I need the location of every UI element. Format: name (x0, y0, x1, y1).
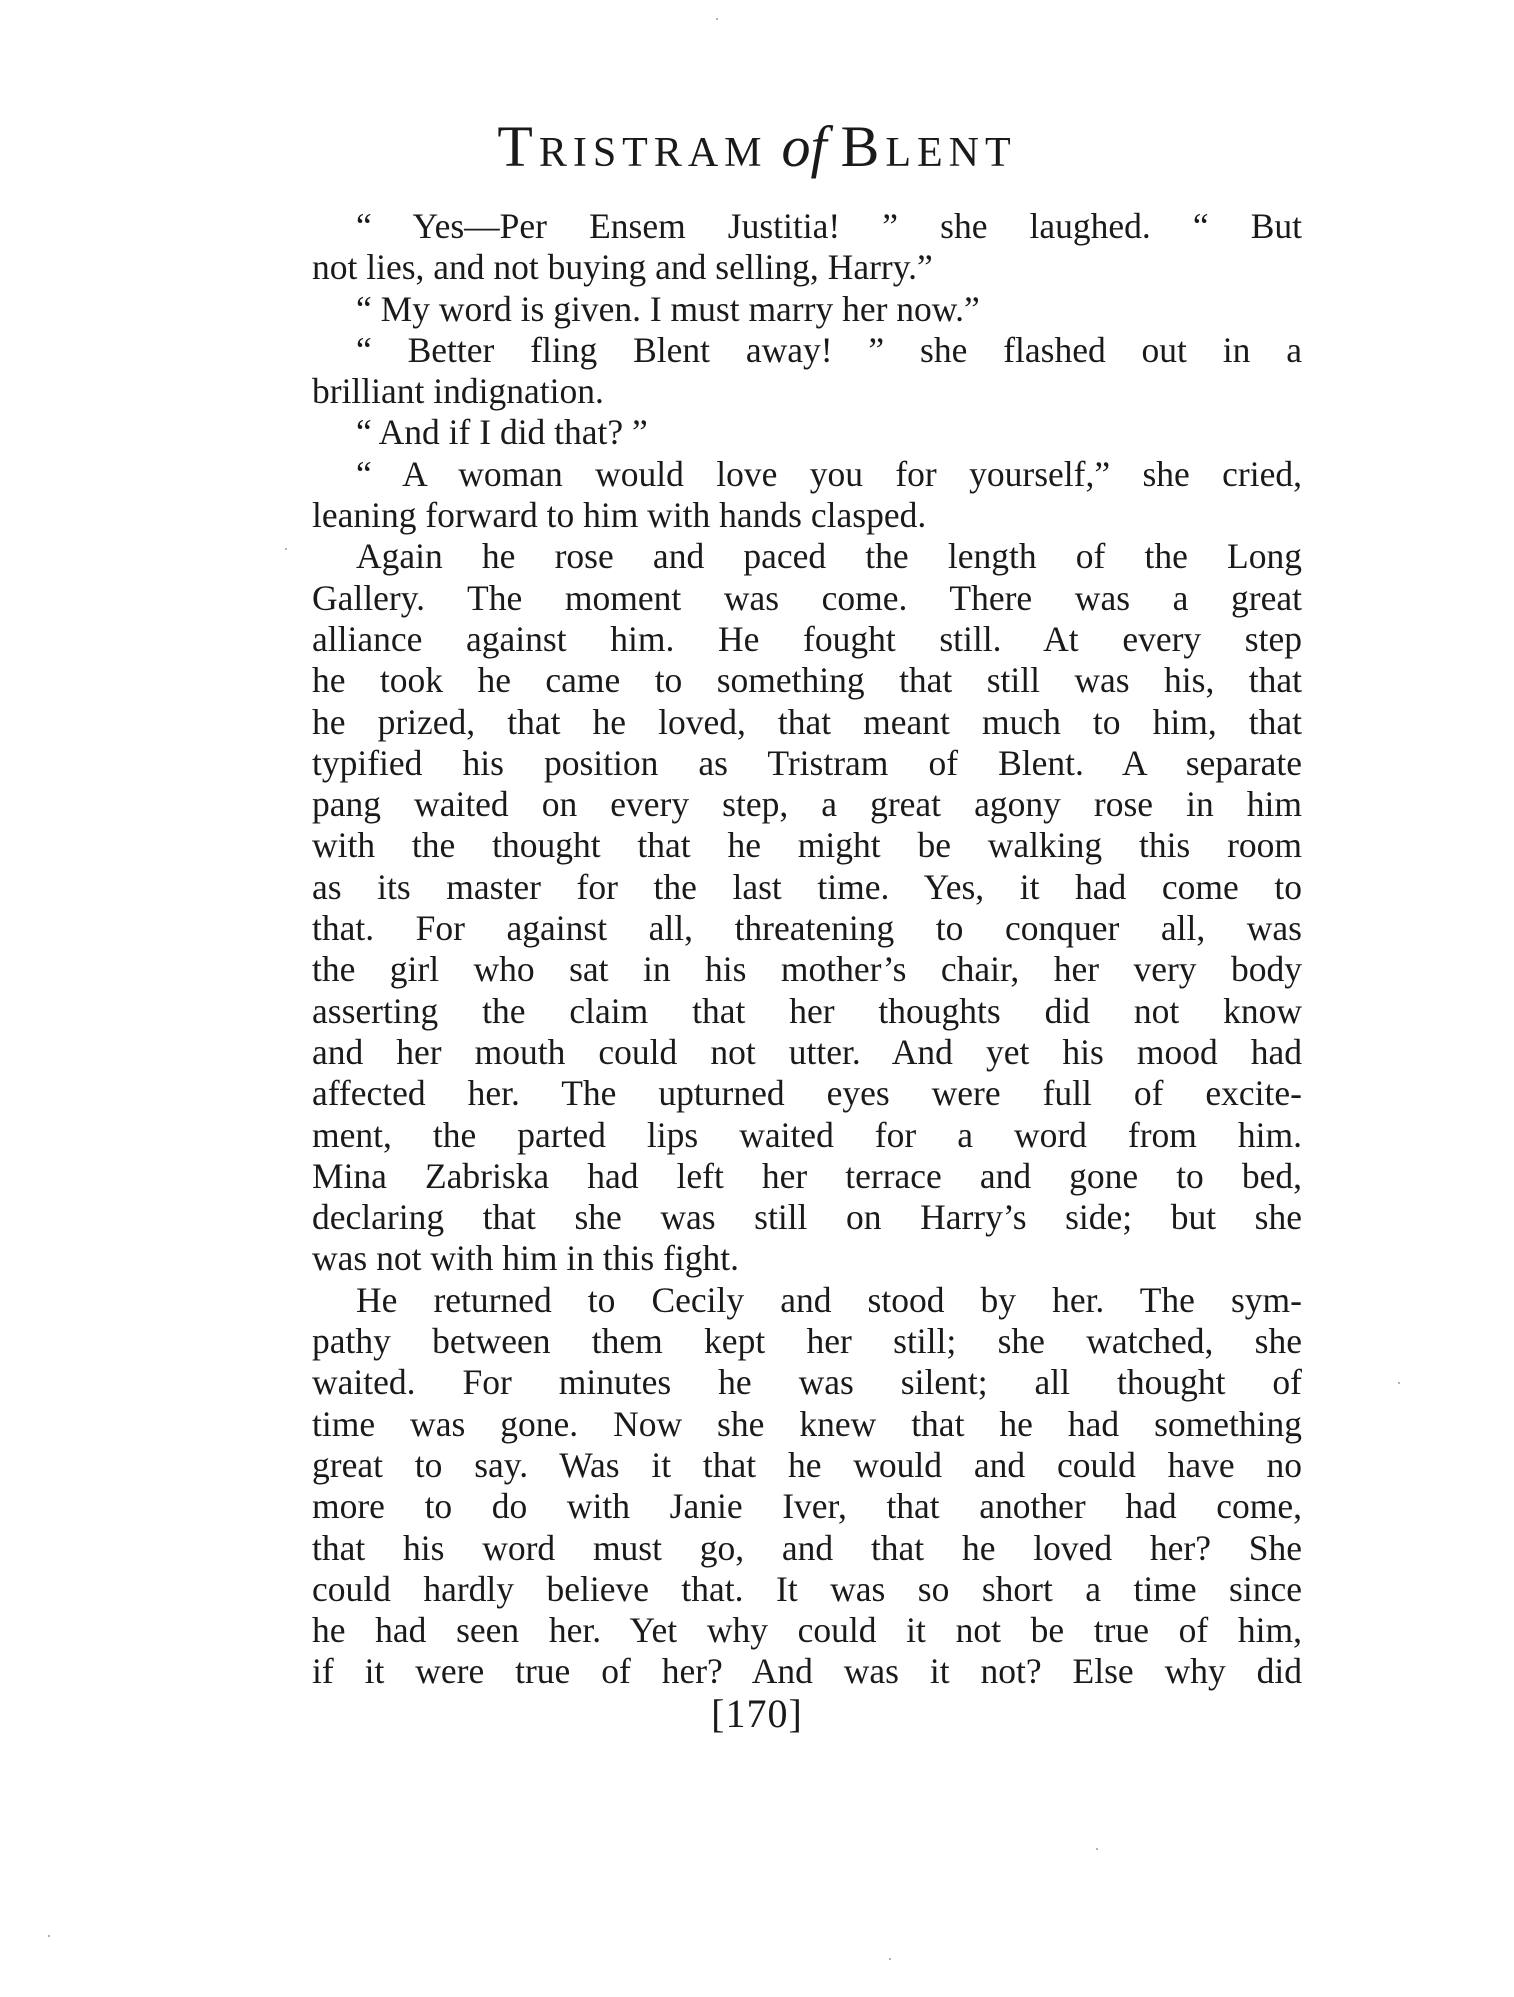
running-head-initial-b: B (840, 114, 886, 179)
scan-speck (1398, 1382, 1400, 1384)
text-line: was not with him in this fight. (312, 1238, 739, 1279)
text-line: ment, the parted lips waited for a word from him. (312, 1114, 1302, 1155)
text-line: the girl who sat in his mother’s chair, her very body (312, 949, 1302, 990)
text-line: could hardly believe that. It was so short a time since (312, 1568, 1302, 1609)
text-line: leaning forward to him with hands clasped. (312, 495, 927, 536)
text-line: and her mouth could not utter. And yet his mood had (312, 1031, 1302, 1072)
running-head-ristram: RISTRAM (538, 130, 768, 176)
running-head-initial-t: T (497, 114, 539, 179)
running-head-of: of (781, 114, 827, 179)
text-line: alliance against him. He fought still. At every step (312, 618, 1302, 659)
text-line: “ Yes—Per Ensem Justitia! ” she laughed. “ But (356, 206, 1302, 246)
text-line: “ Better fling Blent away! ” she flashed out in a (356, 329, 1302, 370)
text-line: great to say. Was it that he would and could have no (312, 1444, 1302, 1485)
text-line: pathy between them kept her still; she watched, she (312, 1321, 1302, 1362)
scan-speck (48, 1935, 50, 1937)
page-number: [170] (711, 1691, 803, 1736)
text-line: Gallery. The moment was come. There was a great (312, 577, 1302, 618)
text-line: brilliant indignation. (312, 371, 604, 412)
text-line: “ And if I did that? ” (356, 412, 648, 453)
text-line: that his word must go, and that he loved her? She (312, 1527, 1302, 1568)
text-line: if it were true of her? And was it not? Else why did (312, 1651, 1302, 1692)
text-line: with the thought that he might be walking this room (312, 825, 1302, 866)
scan-speck (285, 548, 287, 550)
text-line: “ My word is given. I must marry her now.” (356, 288, 980, 329)
running-head-lent: LENT (885, 130, 1017, 176)
text-line: typified his position as Tristram of Blent. A separate (312, 742, 1302, 783)
text-line: he took he came to something that still was his, that (312, 660, 1302, 701)
text-line: more to do with Janie Iver, that another had come, (312, 1486, 1302, 1527)
text-line: asserting the claim that her thoughts did not know (312, 990, 1302, 1031)
text-line: pang waited on every step, a great agony rose in him (312, 784, 1302, 825)
text-line: waited. For minutes he was silent; all thought of (312, 1362, 1302, 1403)
text-line: declaring that she was still on Harry’s side; but she (312, 1197, 1302, 1238)
text-line: he prized, that he loved, that meant much to him, that (312, 701, 1302, 742)
text-line: not lies, and not buying and selling, Harry.” (312, 247, 933, 288)
text-line: time was gone. Now she knew that he had something (312, 1403, 1302, 1444)
text-line: Mina Zabriska had left her terrace and gone to bed, (312, 1155, 1302, 1196)
running-head (0, 114, 1514, 179)
text-line: as its master for the last time. Yes, it had come to (312, 866, 1302, 907)
text-line: “ A woman would love you for yourself,” she cried, (356, 453, 1302, 494)
text-line: He returned to Cecily and stood by her. The sym- (356, 1279, 1302, 1320)
text-line: that. For against all, threatening to conquer all, was (312, 908, 1302, 949)
text-line: affected her. The upturned eyes were full of excite- (312, 1073, 1302, 1114)
scan-speck (716, 18, 718, 20)
text-line: he had seen her. Yet why could it not be true of him, (312, 1610, 1302, 1651)
scan-speck (1096, 1848, 1098, 1850)
scan-speck (889, 1958, 891, 1960)
text-line: Again he rose and paced the length of the Long (356, 536, 1302, 577)
body-text (312, 206, 1302, 1693)
